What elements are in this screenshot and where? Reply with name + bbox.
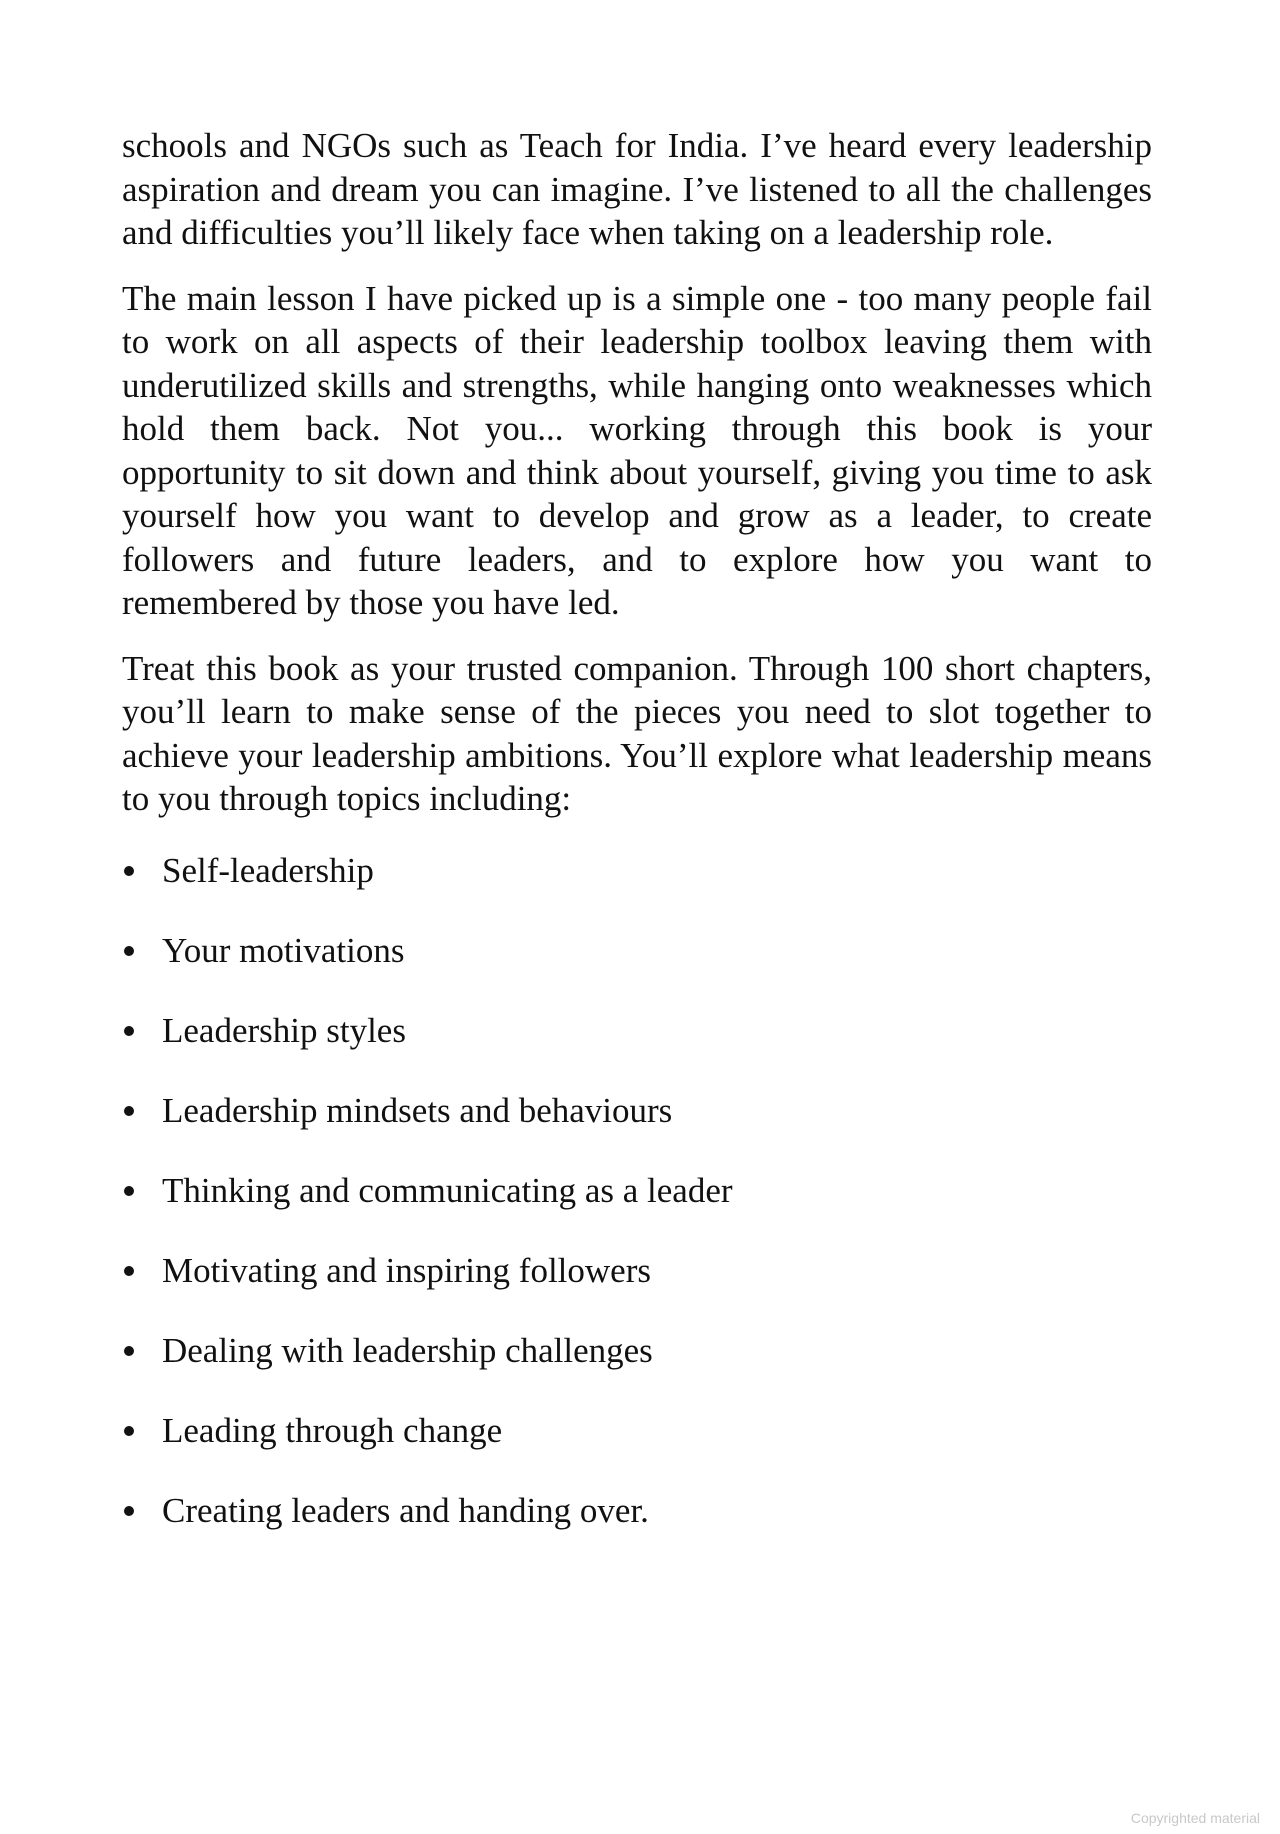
topic-label: Self-leadership xyxy=(162,850,374,890)
paragraph-intro-continued: schools and NGOs such as Teach for India. I’ve heard every leadership aspiration and dream you can imagine. I’ve listened to all the challenges and difficulties you’ll likely face when taking on a leadership role. xyxy=(122,126,1152,252)
list-item xyxy=(122,1249,1152,1292)
topics-list xyxy=(122,849,1152,1532)
topic-label: Your motivations xyxy=(162,930,405,970)
list-item xyxy=(122,1169,1152,1212)
bullet-icon xyxy=(124,1506,134,1516)
topic-label: Motivating and inspiring followers xyxy=(162,1250,651,1290)
topic-label: Thinking and communicating as a leader xyxy=(162,1170,733,1210)
list-item xyxy=(122,929,1152,972)
copyright-note: Copyrighted material xyxy=(1130,1810,1260,1826)
bullet-icon xyxy=(124,1106,134,1116)
paragraph-main-lesson: The main lesson I have picked up is a simple one - too many people fail to work on all aspects of their leadership toolbox leaving them with underutilized skills and strengths, while hanging onto weaknesses which hold them back. Not you... working through this book is your opportunity to sit down and think about yourself, giving you time to ask yourself how you want to develop and grow as a leader, to create followers and future leaders, and to explore how you want to remembered by those you have led. xyxy=(122,278,1152,622)
bullet-icon xyxy=(124,1346,134,1356)
bullet-icon xyxy=(124,1426,134,1436)
bullet-icon xyxy=(124,1266,134,1276)
list-item xyxy=(122,1409,1152,1452)
page-body xyxy=(122,124,1152,1569)
topic-label: Leadership styles xyxy=(162,1010,406,1050)
list-item xyxy=(122,1489,1152,1532)
bullet-icon xyxy=(124,1026,134,1036)
list-item xyxy=(122,849,1152,892)
list-item xyxy=(122,1089,1152,1132)
list-item xyxy=(122,1009,1152,1052)
bullet-icon xyxy=(124,866,134,876)
topic-label: Leading through change xyxy=(162,1410,503,1450)
bullet-icon xyxy=(124,946,134,956)
topic-label: Dealing with leadership challenges xyxy=(162,1330,653,1370)
paragraph-companion: Treat this book as your trusted companion. Through 100 short chapters, you’ll learn to make sense of the pieces you need to slot together to achieve your leadership ambitions. You’ll explore what leadership means to you through topics including: xyxy=(122,648,1152,818)
bullet-icon xyxy=(124,1186,134,1196)
topic-label: Leadership mindsets and behaviours xyxy=(162,1090,673,1130)
topic-label: Creating leaders and handing over. xyxy=(162,1490,649,1530)
list-item xyxy=(122,1329,1152,1372)
